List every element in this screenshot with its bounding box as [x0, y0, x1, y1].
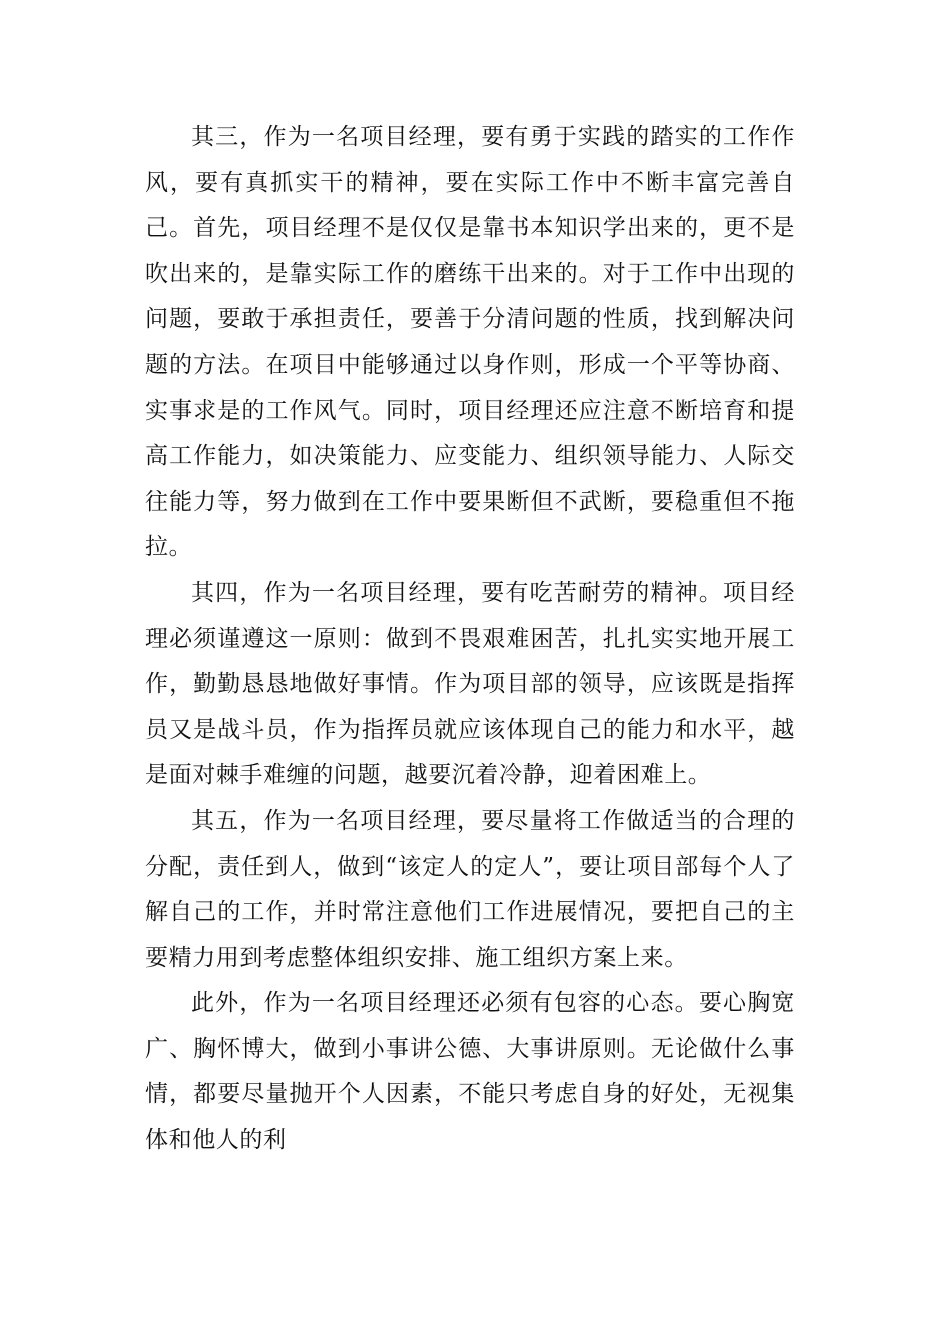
paragraph-1: 其三，作为一名项目经理，要有勇于实践的踏实的工作作风，要有真抓实干的精神，要在实际工作中不断丰富完善自己。首先，项目经理不是仅仅是靠书本知识学出来的，更不是吹出来的，是靠实际工作的磨练干出来的。对于工作中出现的问题，要敢于承担责任，要善于分清问题的性质，找到解决问题的方法。在项目中能够通过以身作则，形成一个平等协商、实事求是的工作风气。同时，项目经理还应注意不断培育和提高工作能力，如决策能力、应变能力、组织领导能力、人际交往能力等，努力做到在工作中要果断但不武断，要稳重但不拖拉。 — [145, 124, 795, 561]
paragraph-2: 其四，作为一名项目经理，要有吃苦耐劳的精神。项目经理必须谨遵这一原则：做到不畏艰难困苦，扎扎实实地开展工作，勤勤恳恳地做好事情。作为项目部的领导，应该既是指挥员又是战斗员，作为指挥员就应该体现自己的能力和水平，越是面对棘手难缠的问题，越要沉着冷静，迎着困难上。 — [145, 579, 795, 789]
paragraph-3: 其五，作为一名项目经理，要尽量将工作做适当的合理的分配，责任到人，做到“该定人的定人”，要让项目部每个人了解自己的工作，并时常注意他们工作进展情况，要把自己的主要精力用到考虑整体组织安排、施工组织方案上来。 — [145, 807, 795, 971]
document-body — [145, 115, 795, 1164]
paragraph-4: 此外，作为一名项目经理还必须有包容的心态。要心胸宽广、胸怀博大，做到小事讲公德、大事讲原则。无论做什么事情，都要尽量抛开个人因素，不能只考虑自身的好处，无视集体和他人的利 — [145, 990, 795, 1154]
